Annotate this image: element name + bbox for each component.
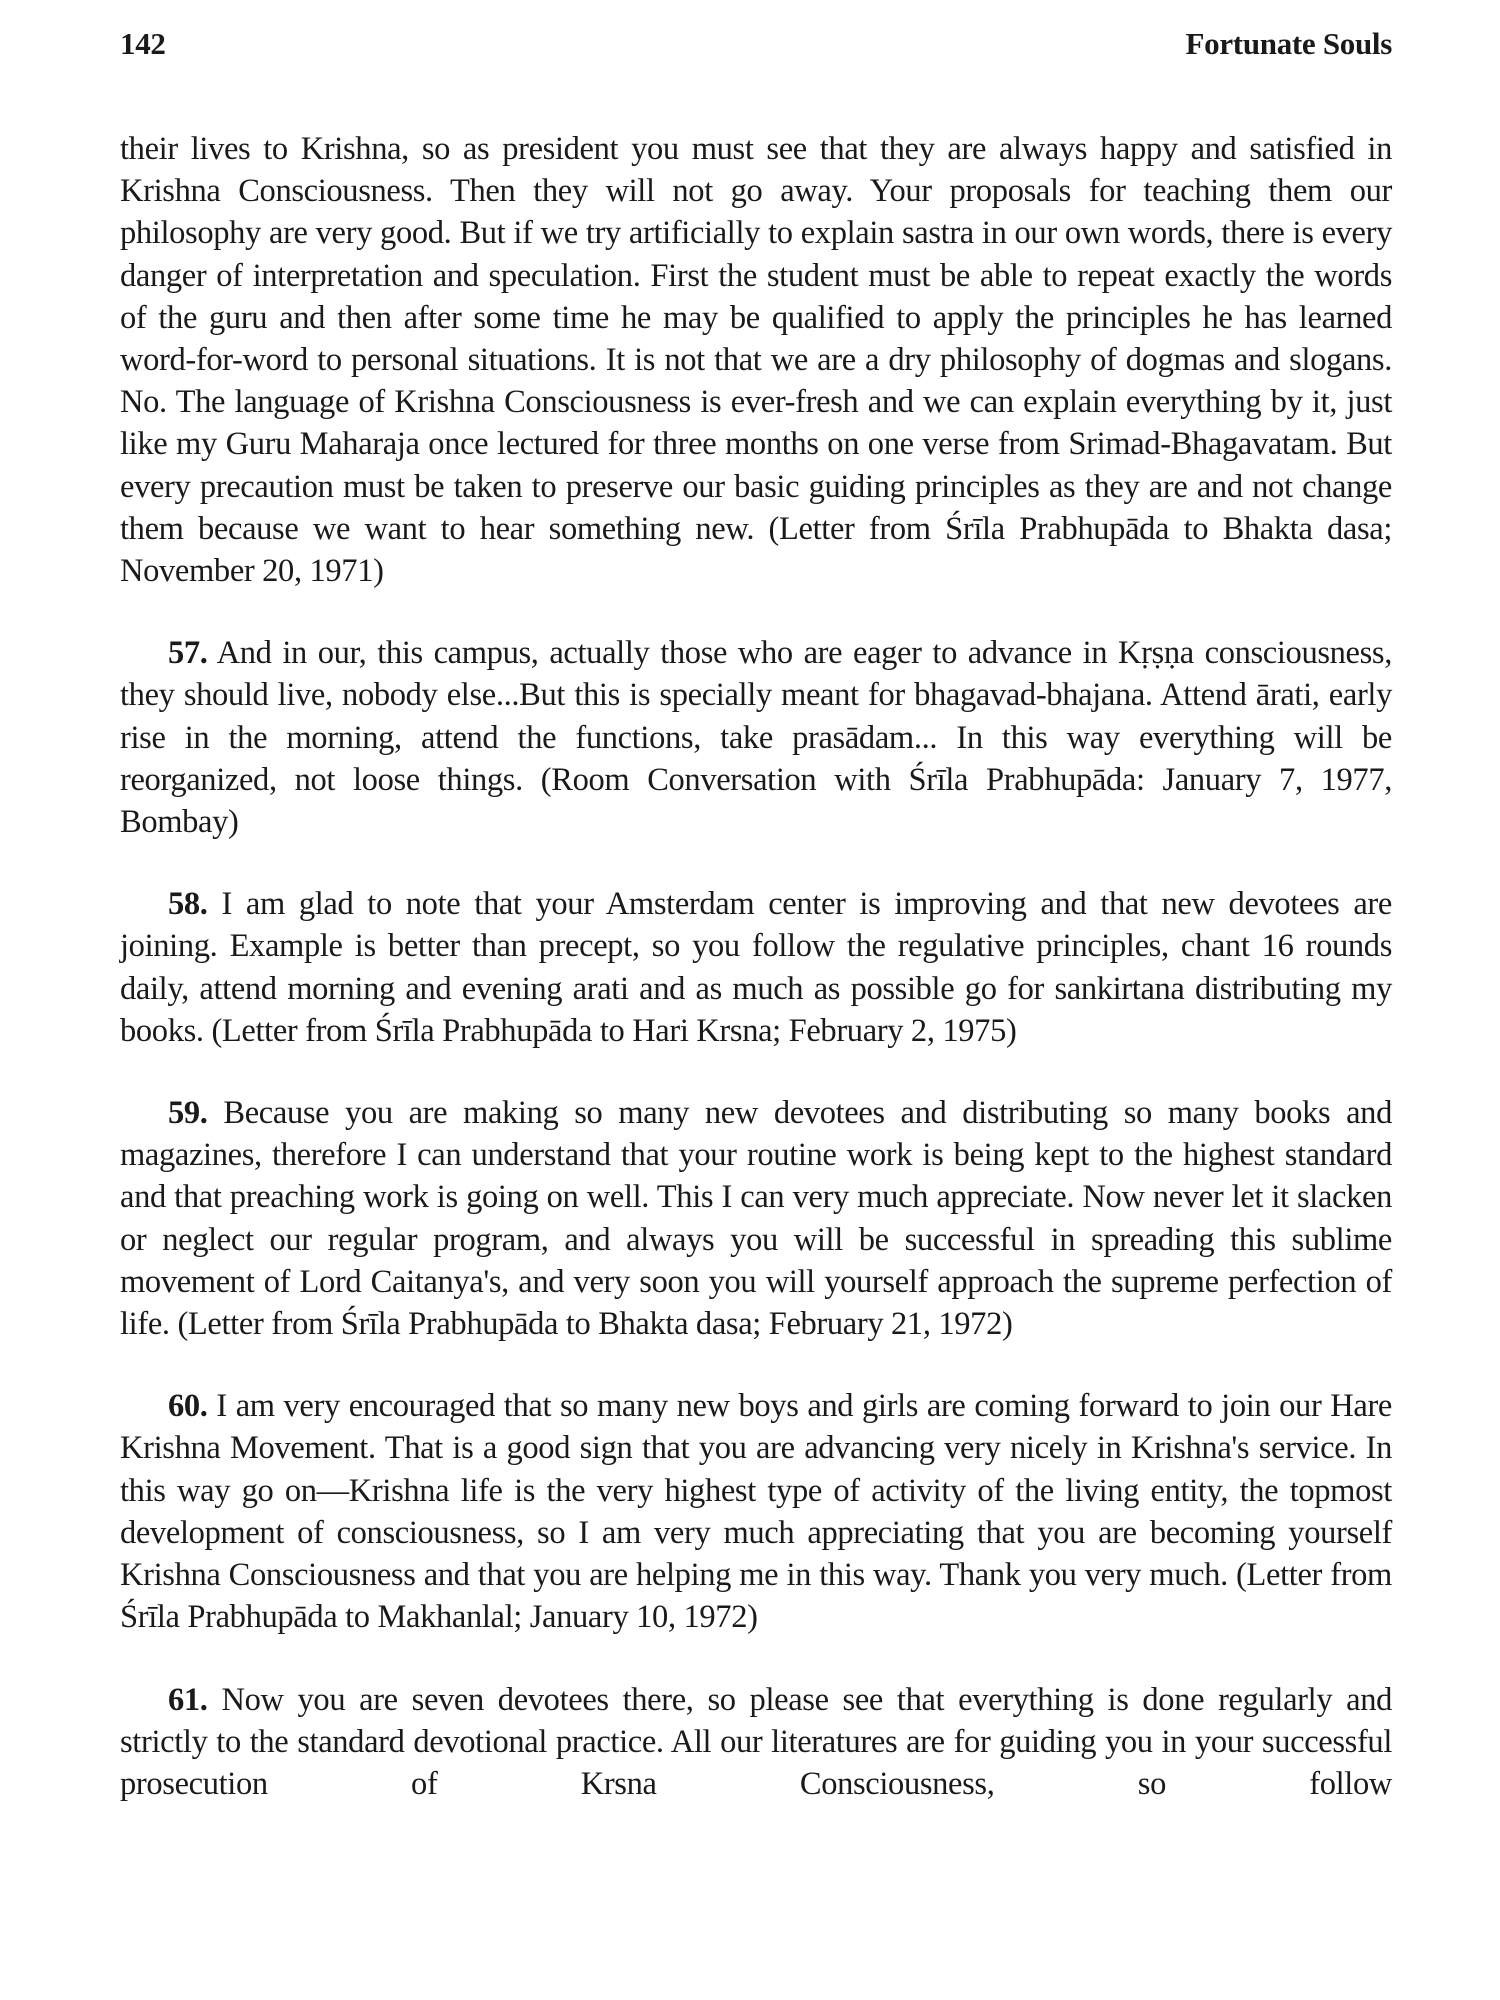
paragraph-number: 57. bbox=[168, 635, 208, 672]
paragraph-number: 61. bbox=[168, 1681, 208, 1718]
page-number: 142 bbox=[120, 26, 166, 61]
paragraph-number: 59. bbox=[168, 1095, 208, 1132]
paragraph-61 bbox=[120, 1679, 1392, 1806]
paragraph-58 bbox=[120, 883, 1392, 1052]
body-text bbox=[120, 128, 1392, 1805]
paragraph-continued bbox=[120, 128, 1392, 592]
paragraph-text: I am glad to note that your Amsterdam center is improving and that new devotees are joining. Example is better than precept, so you follow the regulative principles, chant 16 rounds daily, attend morning and evening arati and as much as possible go for sankirtana distributing my books. (Letter from Śrīla Prabhupāda to Hari Krsna; February 2, 1975) bbox=[120, 886, 1392, 1049]
paragraph-60 bbox=[120, 1385, 1392, 1638]
running-title: Fortunate Souls bbox=[1185, 26, 1392, 61]
paragraph-text: Now you are seven devotees there, so please see that everything is done regularly and strictly to the standard devotional practice. All our literatures are for guiding you in your successful prosecution of Krsna Consciousness, so follow bbox=[120, 1681, 1392, 1802]
paragraph-text: Because you are making so many new devotees and distributing so many books and magazines, therefore I can understand that your routine work is being kept to the highest standard and that preaching work is going on well. This I can very much appreciate. Now never let it slacken or neglect our regular program, and always you will be successful in spreading this sublime movement of Lord Caitanya's, and very soon you will yourself approach the supreme perfection of life. (Letter from Śrīla Prabhupāda to Bhakta dasa; February 21, 1972) bbox=[120, 1095, 1392, 1343]
paragraph-text: their lives to Krishna, so as president you must see that they are always happy and satisfied in Krishna Consciousness. Then they will not go away. Your proposals for teaching them our philosophy are very good. But if we try artificially to explain sastra in our own words, there is every danger of interpretation and speculation. First the student must be able to repeat exactly the words of the guru and then after some time he may be qualified to apply the principles he has learned word-for-word to personal situations. It is not that we are a dry philosophy of dogmas and slogans. No. The language of Krishna Consciousness is ever-fresh and we can explain everything by it, just like my Guru Maharaja once lectured for three months on one verse from Srimad-Bhagavatam. But every precaution must be taken to preserve our basic guiding principles as they are and not change them because we want to hear something new. (Letter from Śrīla Prabhupāda to Bhakta dasa; November 20, 1971) bbox=[120, 131, 1392, 590]
running-header bbox=[120, 24, 1392, 64]
paragraph-number: 60. bbox=[168, 1388, 208, 1425]
paragraph-text: And in our, this campus, actually those who are eager to advance in Kṛṣṇa consciousness, they should live, nobody else...But this is specially meant for bhagavad-bhajana. Attend ārati, early rise in the morning, attend the functions, take prasādam... In this way everything will be reorganized, not loose things. (Room Conversation with Śrīla Prabhupāda: January 7, 1977, Bombay) bbox=[120, 635, 1393, 841]
paragraph-number: 58. bbox=[168, 886, 208, 923]
paragraph-text: I am very encouraged that so many new boys and girls are coming forward to join our Hare Krishna Movement. That is a good sign that you are advancing very nicely in Krishna's service. In this way go on—Krishna life is the very highest type of activity of the living entity, the topmost development of consciousness, so I am very much appreciating that you are becoming yourself Krishna Consciousness and that you are helping me in this way. Thank you very much. (Letter from Śrīla Prabhupāda to Makhanlal; January 10, 1972) bbox=[120, 1388, 1392, 1636]
paragraph-59 bbox=[120, 1092, 1392, 1345]
paragraph-57 bbox=[120, 632, 1392, 843]
